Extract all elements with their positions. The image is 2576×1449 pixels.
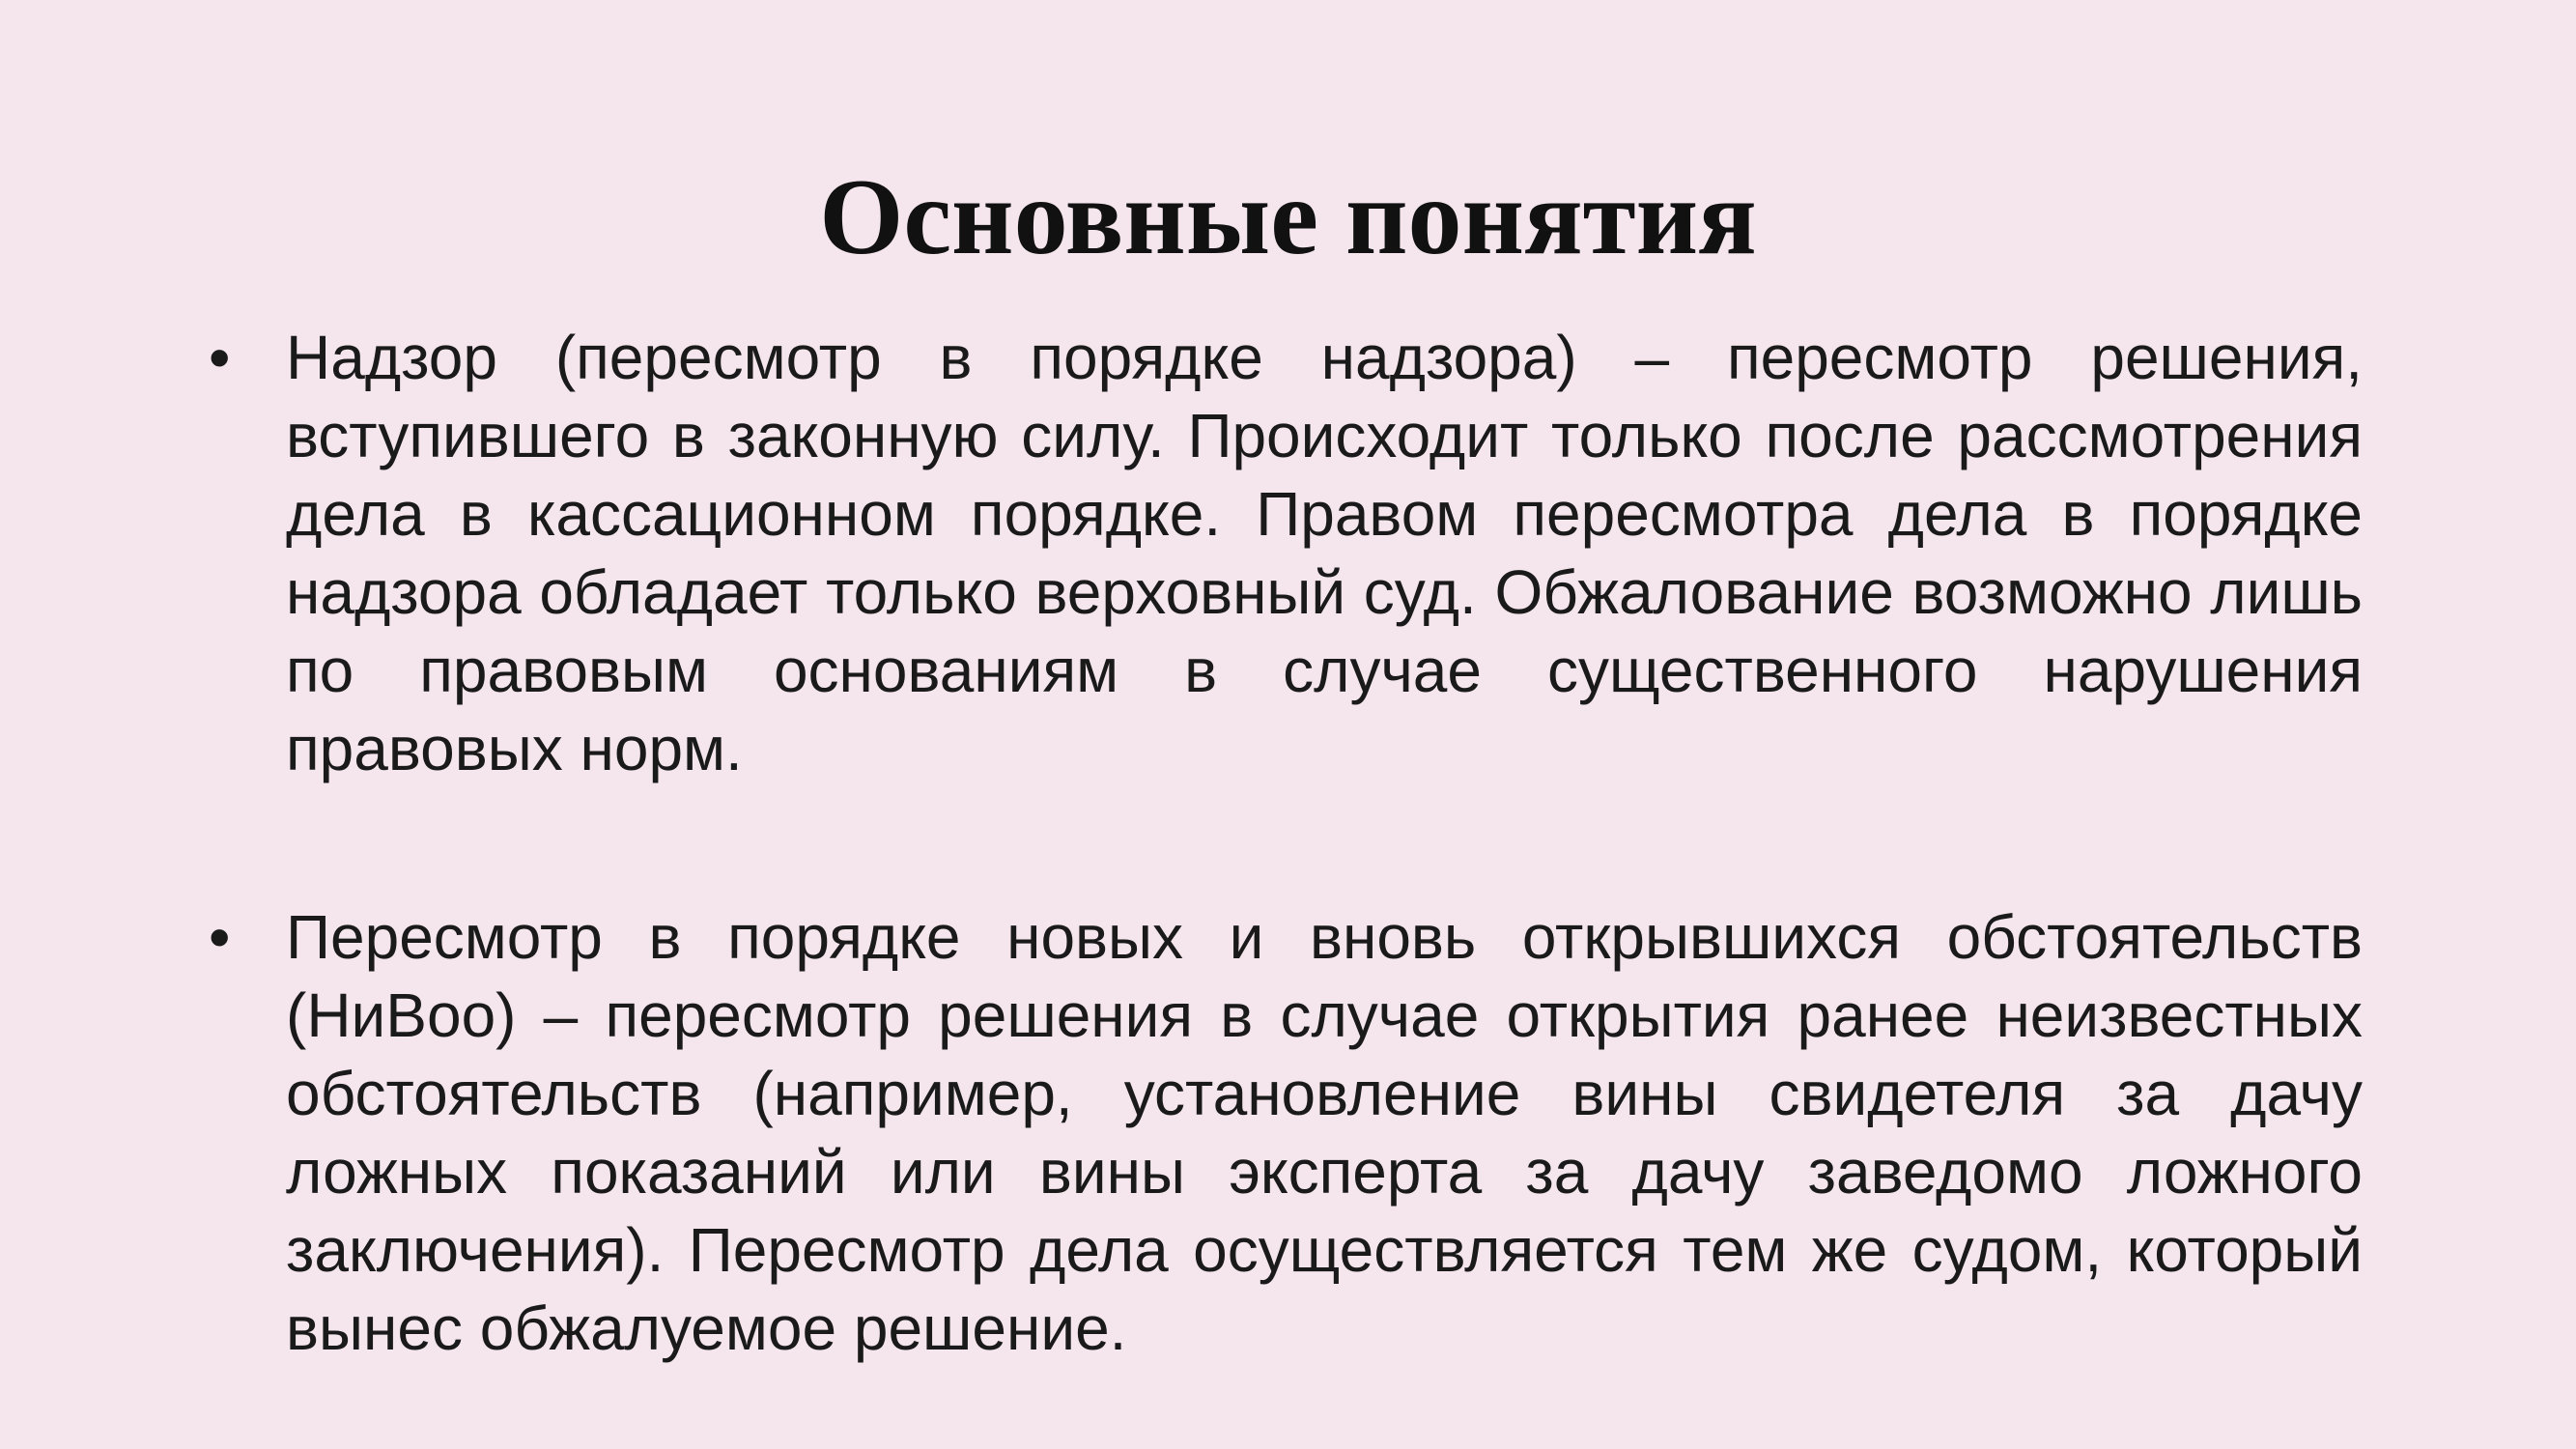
bullet-dot-icon: • — [209, 323, 231, 392]
bullet-item-new-circumstances — [209, 898, 2363, 1368]
bullet-dot-icon: • — [209, 902, 231, 972]
bullet-list — [0, 319, 2576, 1368]
bullet-text: Пересмотр в порядке новых и вновь открывшихся обстоятельств (НиВоо) – пересмотр решения в случае открытия ранее неизвестных обстоятельств (например, установление вины свидетеля за дачу ложных показаний или вины эксперта за дачу заведомо ложного заключения). Пересмотр дела осуществляется тем же судом, который вынес обжалуемое решение. — [286, 902, 2363, 1363]
bullet-item-supervision — [209, 319, 2363, 788]
bullet-text: Надзор (пересмотр в порядке надзора) – пересмотр решения, вступившего в законную силу. Происходит только после рассмотрения дела в кассационном порядке. Правом пересмотра дела в порядке надзора обладает только верховный суд. Обжалование возможно лишь по правовым основаниям в случае существенного нарушения правовых норм. — [286, 323, 2363, 783]
slide-title: Основные понятия — [819, 157, 1757, 277]
